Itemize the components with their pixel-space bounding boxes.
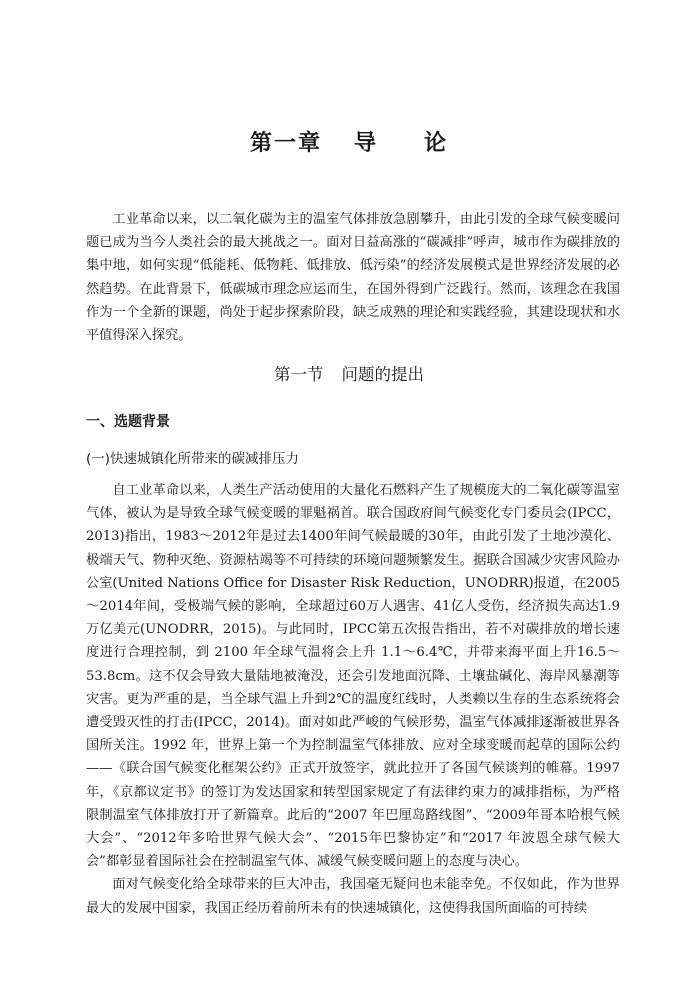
chapter-title-char-1: 导 bbox=[353, 130, 378, 156]
chapter-title bbox=[0, 128, 698, 158]
section-name: 问题的提出 bbox=[341, 365, 424, 384]
heading-level-2: (一)快速城镇化所带来的碳减排压力 bbox=[86, 451, 300, 467]
body-paragraph-2: 面对气候变化给全球带来的巨大冲击，我国毫无疑问也未能幸免。不仅如此，作为世界最大的发展中国家，我国正经历着前所未有的快速城镇化，这使得我国所面临的可持续 bbox=[86, 877, 620, 916]
chapter-title-char-2: 论 bbox=[424, 130, 449, 156]
heading-level-1: 一、选题背景 bbox=[86, 414, 170, 430]
intro-paragraph: 工业革命以来，以二氧化碳为主的温室气体排放急剧攀升，由此引发的全球气候变暖问题已成为当今人类社会的最大挑战之一。面对日益高涨的“碳减排”呼声，城市作为碳排放的集中地，如何实现“低能耗、低物耗、低排放、低污染”的经济发展模式是世界经济发展的必然趋势。在此背景下，低碳城市理念应运而生，在国外得到广泛践行。然而，该理念在我国作为一个全新的课题，尚处于起步探索阶段，缺乏成熟的理论和实践经验，其建设现状和水平值得深入探究。 bbox=[86, 212, 620, 344]
body-paragraph-1: 自工业革命以来，人类生产活动使用的大量化石燃料产生了规模庞大的二氧化碳等温室气体，被认为是导致全球气候变暖的罪魁祸首。联合国政府间气候变化专门委员会(IPCC，2013)指出，1983～2012年是过去1400年间气候最暖的30年，由此引发了土地沙漠化、极端天气、物种灭绝、资源枯竭等不可持续的环境问题频繁发生。据联合国减少灾害风险办公室(United Nations Office for Disaster Risk Reduction，UNODRR)报道，在2005～2014年间，受极端气候的影响，全球超过60万人遇害、41亿人受伤，经济损失高达1.9万亿美元(UNODRR，2015)。与此同时，IPCC第五次报告指出，若不对碳排放的增长速度进行合理控制，到 2100 年全球气温将会上升 1.1～6.4℃，并带来海平面上升16.5～53.8cm。这不仅会导致大量陆地被淹没，还会引发地面沉降、土壤盐碱化、海岸风暴潮等灾害。更为严重的是，当全球气温上升到2℃的温度红线时，人类赖以生存的生态系统将会遭受毁灭性的打击(IPCC，2014)。面对如此严峻的气候形势，温室气体减排逐渐被世界各国所关注。1992 年，世界上第一个为控制温室气体排放、应对全球变暖而起草的国际公约——《联合国气候变化框架公约》正式开放签字，就此拉开了各国气候谈判的帷幕。1997 年，《京都议定书》的签订为发达国家和转型国家规定了有法律约束力的减排指标，为严格限制温室气体排放打开了新篇章。此后的“2007 年巴厘岛路线图”、“2009年哥本哈根气候大会”、“2012年多哈世界气候大会”、“2015年巴黎协定”和“2017 年波恩全球气候大会”都彰显着国际社会在控制温室气体、减缓气候变暖问题上的态度与决心。 bbox=[86, 483, 620, 870]
section-number: 第一节 bbox=[274, 365, 324, 384]
main-body-text bbox=[86, 479, 620, 920]
chapter-number: 第一章 bbox=[249, 130, 322, 156]
chapter-intro bbox=[86, 208, 620, 347]
section-title bbox=[0, 362, 698, 388]
